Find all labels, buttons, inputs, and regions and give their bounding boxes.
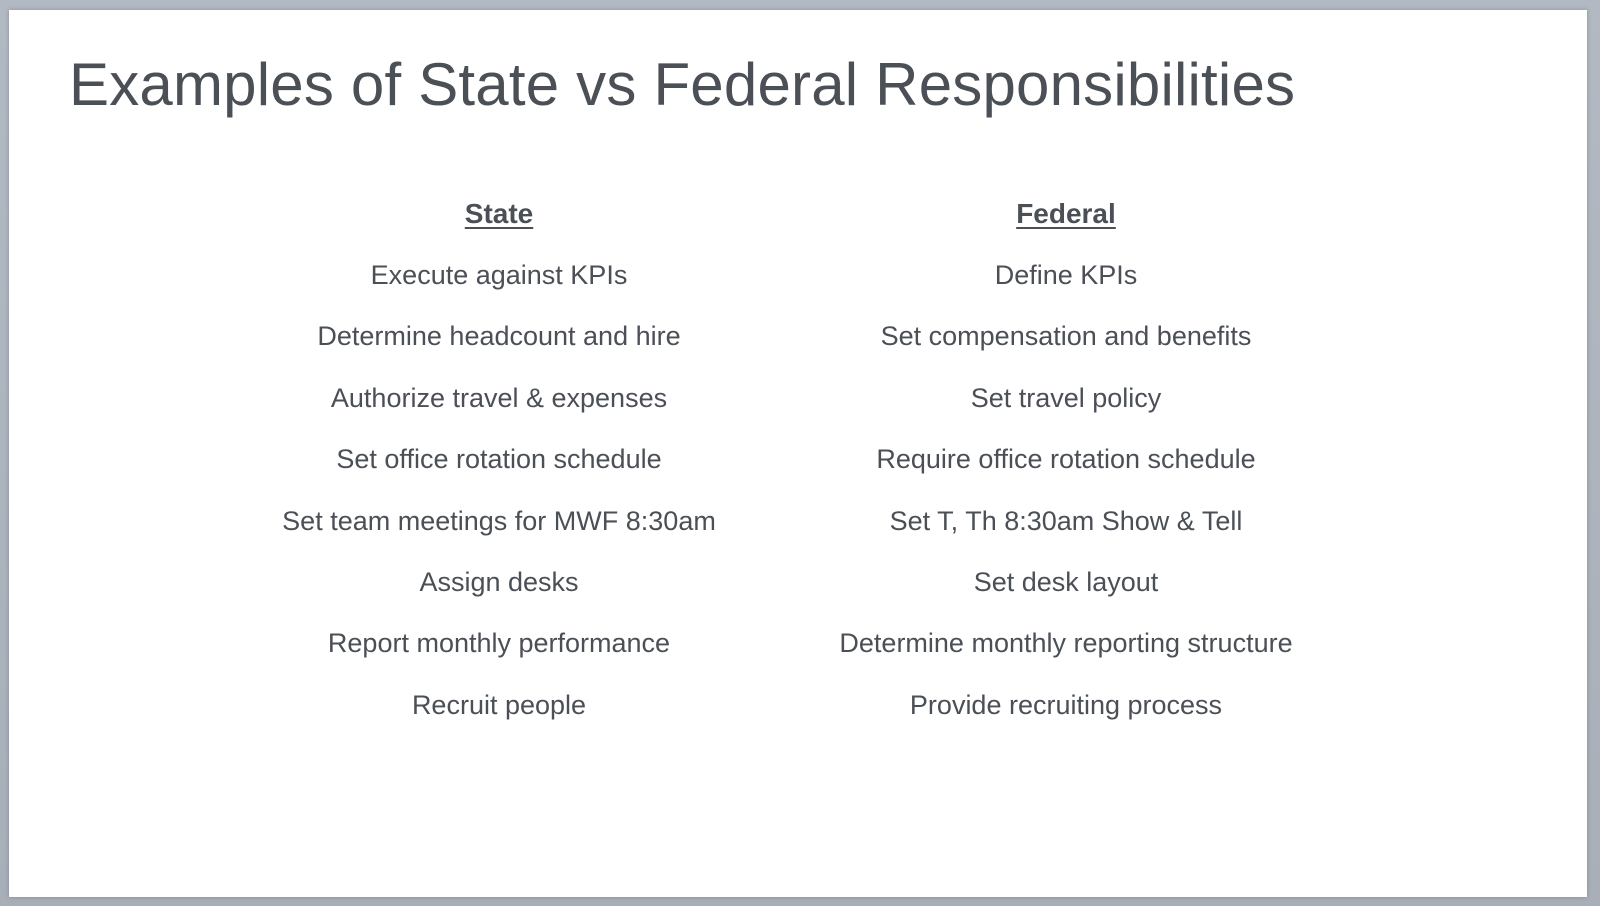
federal-heading: Federal	[1016, 198, 1116, 229]
federal-item: Set T, Th 8:30am Show & Tell	[889, 505, 1243, 536]
state-item: Execute against KPIs	[370, 260, 628, 290]
state-item: Report monthly performance	[327, 628, 671, 659]
federal-item: Set travel policy	[970, 382, 1162, 413]
state-item: Assign desks	[419, 566, 579, 597]
slide	[9, 10, 1587, 897]
federal-column	[786, 197, 1346, 749]
federal-item: Set desk layout	[973, 566, 1159, 597]
federal-item: Set compensation and benefits	[880, 321, 1252, 352]
state-item: Set team meetings for MWF 8:30am	[282, 505, 716, 536]
slide-title: Examples of State vs Federal Responsibilities	[69, 51, 1296, 118]
federal-item: Determine monthly reporting structure	[839, 628, 1293, 659]
federal-item: Provide recruiting process	[909, 689, 1223, 720]
state-item: Set office rotation schedule	[336, 444, 662, 475]
state-heading: State	[464, 198, 534, 229]
federal-item: Define KPIs	[994, 260, 1138, 290]
federal-item: Require office rotation schedule	[876, 444, 1256, 475]
state-column	[219, 197, 779, 749]
state-item: Authorize travel & expenses	[330, 382, 668, 413]
state-item: Recruit people	[411, 689, 587, 720]
state-item: Determine headcount and hire	[317, 321, 681, 352]
